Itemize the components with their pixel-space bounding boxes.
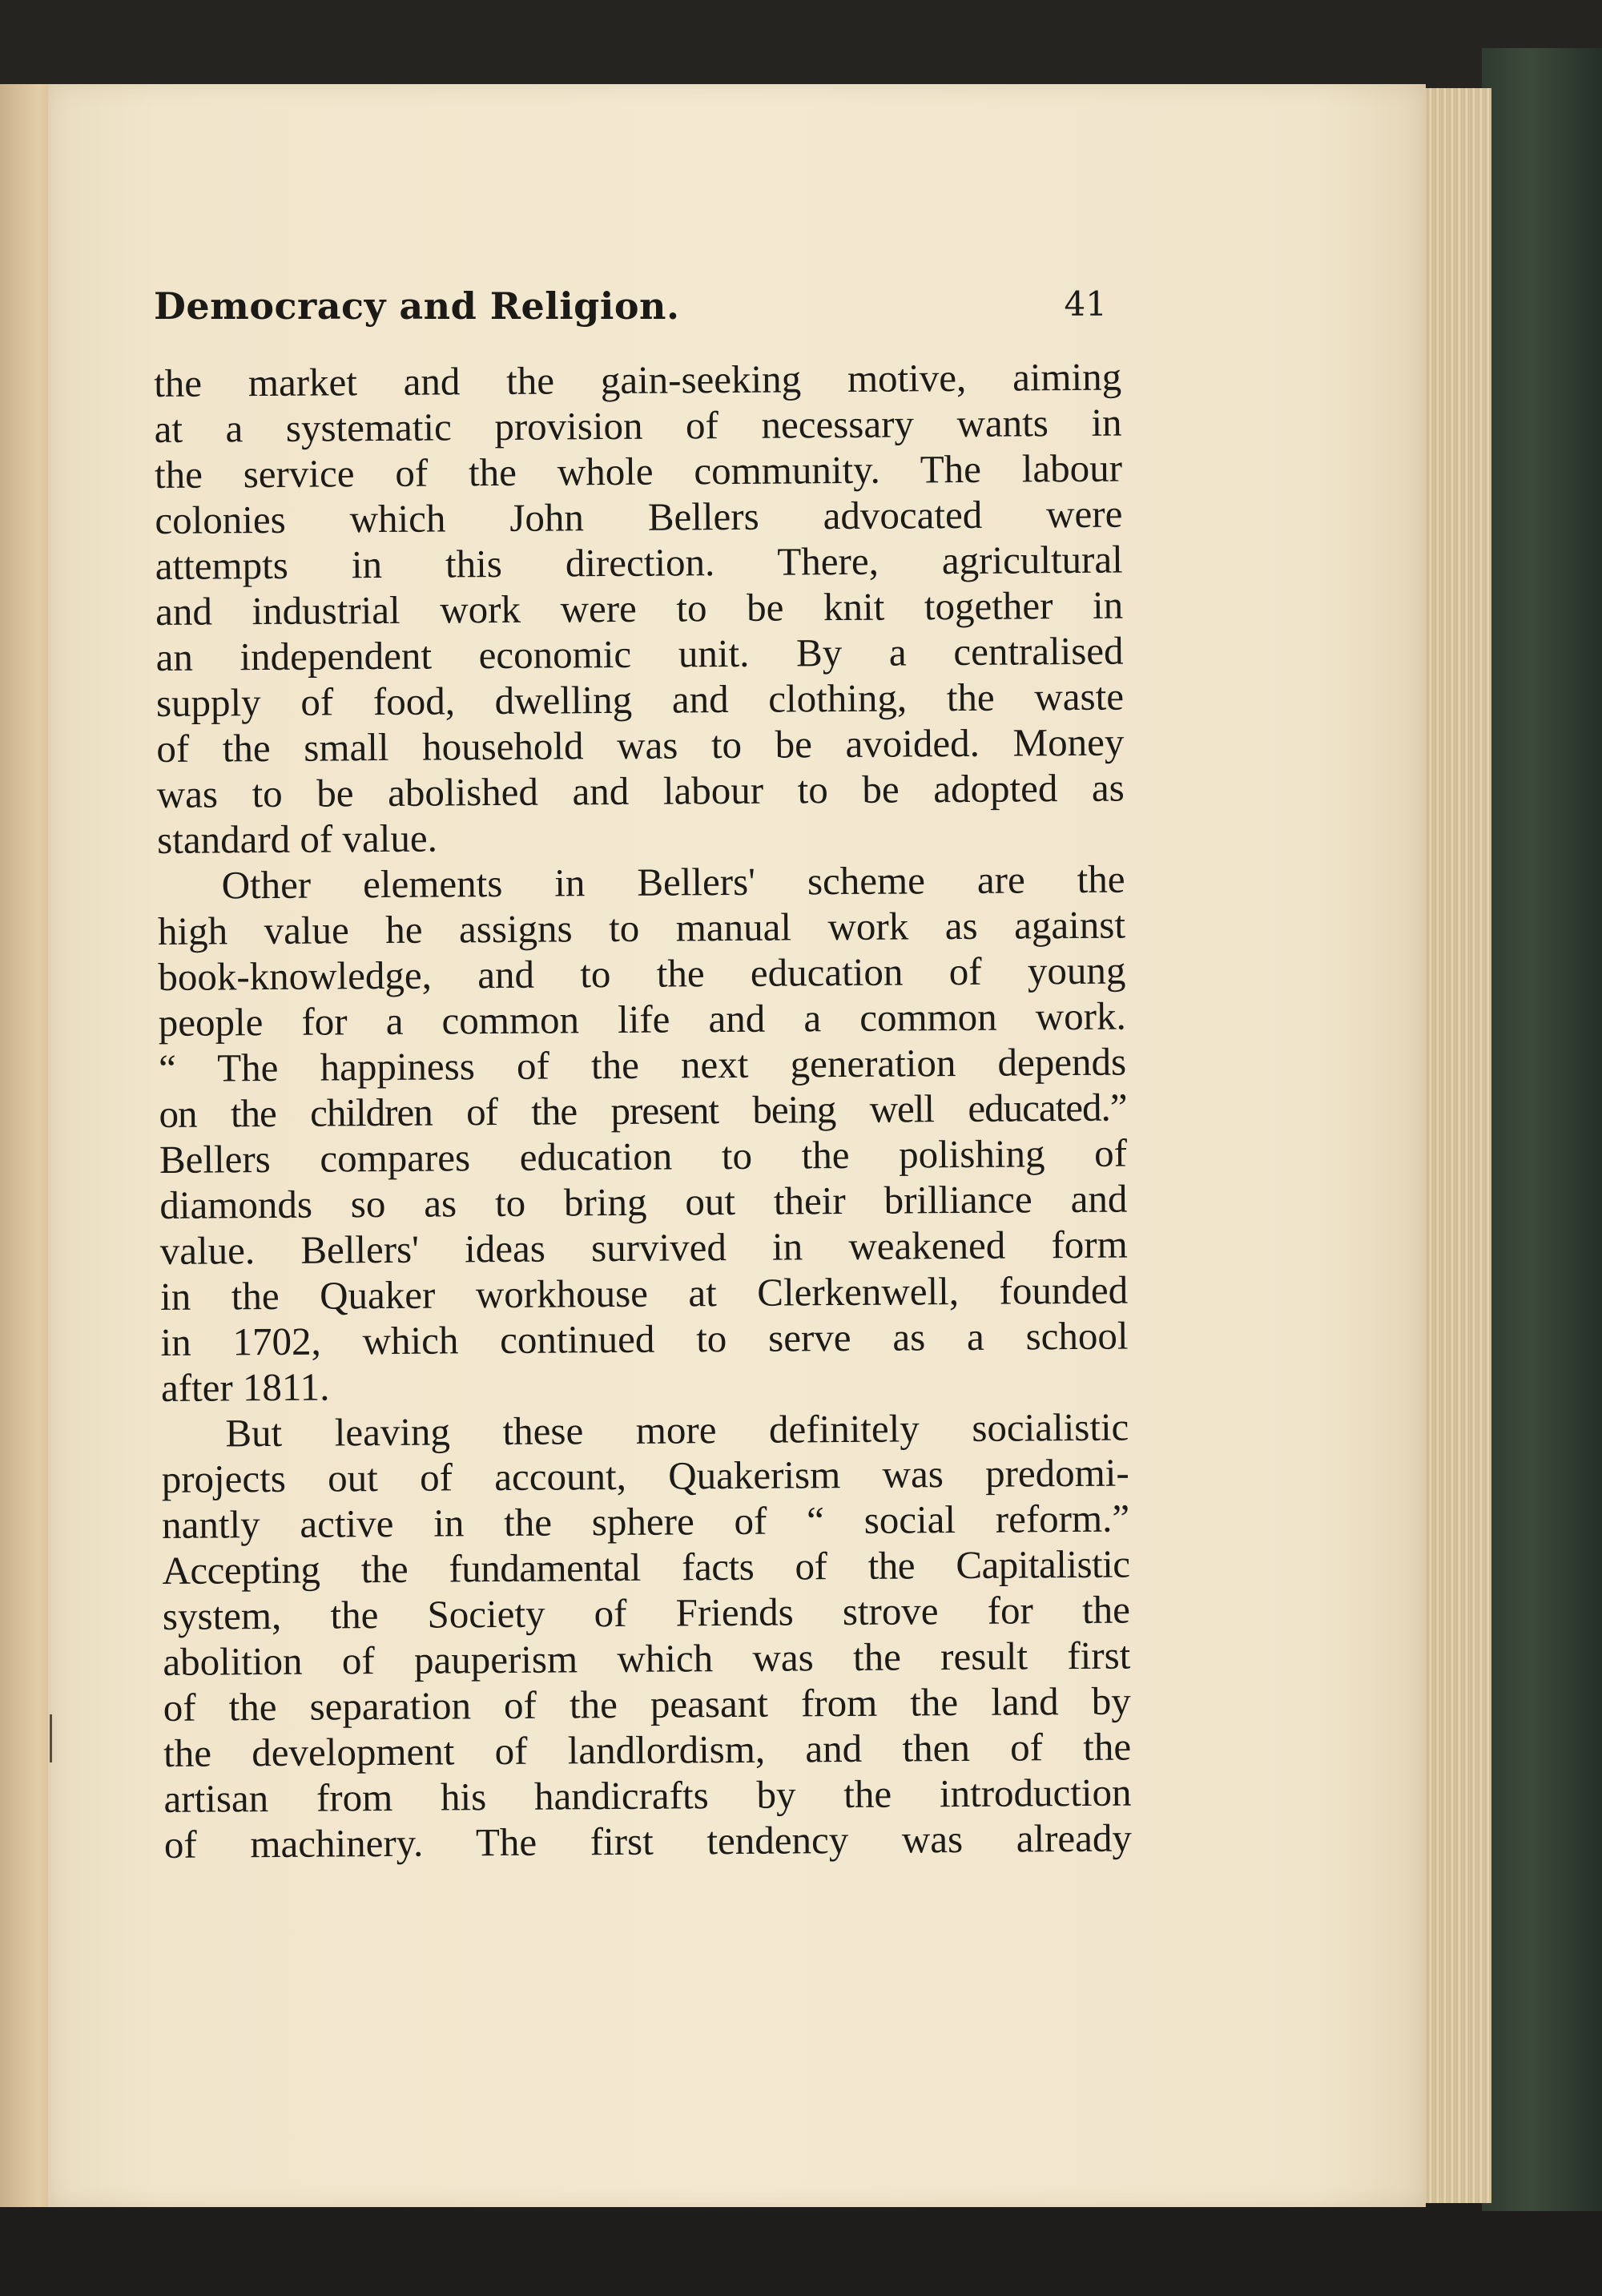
running-head: [154, 284, 1107, 340]
margin-mark: [50, 1714, 52, 1762]
text-line: “ The happiness of the next generation depends: [158, 1039, 1127, 1090]
text-line: in the Quaker workhouse at Clerkenwell, founded: [159, 1267, 1129, 1319]
text-line: diamonds so as to bring out their brilliance and: [159, 1176, 1128, 1227]
text-line: supply of food, dwelling and clothing, the waste: [155, 674, 1125, 725]
text-line: the development of landlordism, and then of the: [163, 1724, 1132, 1775]
text-line: the market and the gain-seeking motive, aiming: [154, 354, 1122, 405]
text-line: abolition of pauperism which was the result first: [163, 1633, 1131, 1684]
text-line: after 1811.: [160, 1364, 330, 1410]
text-line: the service of the whole community. The labour: [154, 445, 1123, 497]
text-line: But leaving these more definitely socialistic: [225, 1404, 1129, 1456]
text-line: an independent economic unit. By a centralised: [155, 628, 1124, 679]
text-line: book-knowledge, and to the education of young: [158, 948, 1126, 999]
text-line: colonies which John Bellers advocated were: [155, 491, 1123, 542]
body-text: [154, 354, 1132, 1867]
text-line: Accepting the fundamental facts of the Capitalistic: [162, 1541, 1130, 1593]
text-line: Other elements in Bellers' scheme are the: [221, 856, 1125, 908]
text-line: was to be abolished and labour to be adopted as: [156, 765, 1125, 816]
text-line: on the children of the present being well educated.”: [159, 1085, 1127, 1136]
text-line: and industrial work were to be knit together in: [155, 582, 1124, 634]
text-line: of the separation of the peasant from the land by: [163, 1678, 1131, 1730]
text-line: nantly active in the sphere of “ social reform.”: [161, 1496, 1130, 1547]
text-line: of the small household was to be avoided. Money: [156, 719, 1125, 771]
text-line: Bellers compares education to the polishing of: [159, 1130, 1128, 1182]
text-line: people for a common life and a common work.: [158, 993, 1126, 1045]
running-title: Democracy and Religion.: [154, 284, 680, 328]
text-line: system, the Society of Friends strove for the: [162, 1587, 1131, 1638]
text-line: projects out of account, Quakerism was predomi-: [161, 1450, 1129, 1501]
text-line: value. Bellers' ideas survived in weakened form: [159, 1222, 1128, 1273]
text-line: standard of value.: [156, 816, 438, 862]
text-line: at a systematic provision of necessary wants in: [154, 400, 1122, 451]
text-line: of machinery. The first tendency was already: [163, 1815, 1133, 1867]
text-line: in 1702, which continued to serve as a school: [160, 1313, 1129, 1364]
text-line: attempts in this direction. There, agricultural: [155, 537, 1123, 588]
text-line: artisan from his handicrafts by the introduction: [163, 1770, 1132, 1821]
page-number: 41: [1064, 284, 1107, 324]
text-line: high value he assigns to manual work as against: [157, 902, 1126, 953]
book-cover-edge: [1482, 48, 1602, 2211]
